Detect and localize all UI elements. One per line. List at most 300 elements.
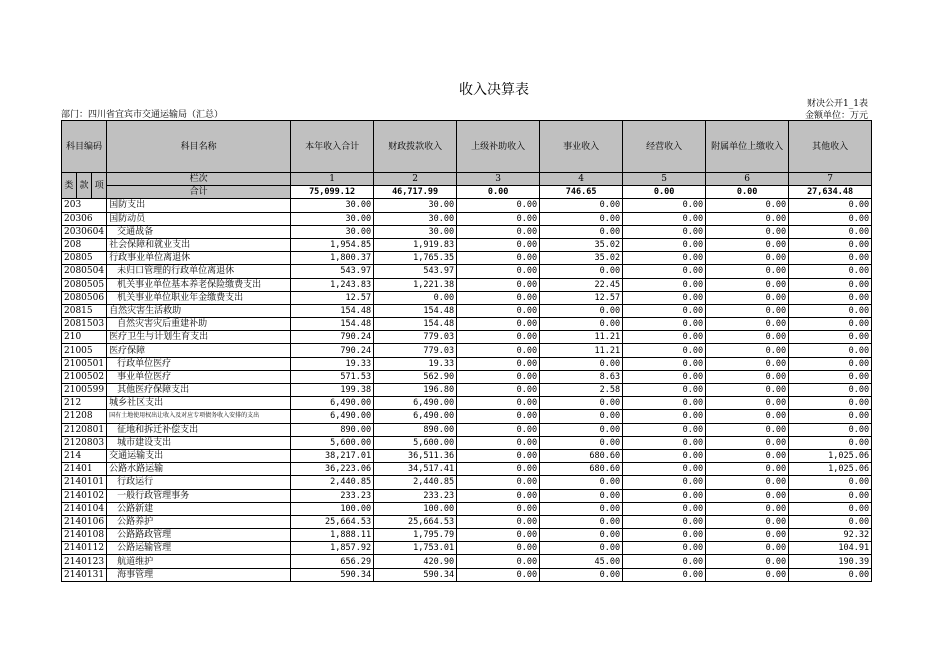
amount-cell: 35.02 [540,252,623,265]
amount-cell: 0.00 [457,489,540,502]
table-row [62,555,872,568]
amount-cell: 1,243.83 [291,278,374,291]
amount-cell: 25,664.53 [291,515,374,528]
amount-cell: 30.00 [374,212,457,225]
amount-cell: 0.00 [789,265,872,278]
col-num: 2 [374,173,457,186]
amount-cell: 0.00 [789,423,872,436]
table-row [62,489,872,502]
amount-cell: 0.00 [623,397,706,410]
header-col2: 财政拨款收入 [374,121,457,173]
amount-cell: 0.00 [789,238,872,251]
amount-cell: 34,517.41 [374,463,457,476]
amount-cell: 0.00 [457,304,540,317]
amount-cell: 196.80 [374,384,457,397]
amount-cell: 1,025.06 [789,449,872,462]
amount-cell: 0.00 [623,252,706,265]
amount-cell: 0.00 [706,265,789,278]
amount-cell: 0.00 [623,304,706,317]
amount-cell: 0.00 [623,318,706,331]
amount-cell: 0.00 [457,449,540,462]
table-row [62,238,872,251]
amount-cell: 0.00 [706,278,789,291]
subject-code: 2140101 [62,476,107,489]
subject-code: 2140131 [62,568,107,581]
amount-cell: 0.00 [457,318,540,331]
amount-cell: 45.00 [540,555,623,568]
amount-cell: 0.00 [789,199,872,212]
amount-cell: 0.00 [457,397,540,410]
subject-name: 自然灾害生活救助 [107,304,291,317]
amount-cell: 0.00 [706,529,789,542]
subject-code: 2140102 [62,489,107,502]
amount-cell: 680.60 [540,463,623,476]
subject-name: 其他医疗保障支出 [107,384,291,397]
amount-cell: 0.00 [457,384,540,397]
amount-cell: 0.00 [457,278,540,291]
amount-cell: 1,800.37 [291,252,374,265]
subject-code: 2140104 [62,502,107,515]
amount-cell: 0.00 [706,199,789,212]
amount-cell: 0.00 [789,318,872,331]
amount-cell: 154.48 [374,318,457,331]
table-row [62,463,872,476]
table-row [62,542,872,555]
header-lei: 类 [62,173,77,199]
table-row [62,225,872,238]
table-row [62,502,872,515]
subject-code: 21005 [62,344,107,357]
subject-name: 城市建设支出 [107,436,291,449]
col-num: 1 [291,173,374,186]
header-kuan: 款 [76,173,92,199]
amount-cell: 0.00 [623,463,706,476]
amount-cell: 0.00 [706,555,789,568]
header-col3: 上级补助收入 [457,121,540,173]
amount-cell: 0.00 [540,410,623,423]
amount-cell: 0.00 [789,568,872,581]
table-row [62,252,872,265]
amount-cell: 154.48 [374,304,457,317]
department-label: 部门：四川省宜宾市交通运输局（汇总） [61,110,224,120]
amount-cell: 0.00 [457,357,540,370]
total-value: 0.00 [457,186,540,199]
amount-cell: 0.00 [623,410,706,423]
amount-cell: 30.00 [374,225,457,238]
table-row [62,331,872,344]
total-value: 46,717.99 [374,186,457,199]
total-value: 0.00 [706,186,789,199]
amount-cell: 0.00 [540,542,623,555]
total-value: 746.65 [540,186,623,199]
amount-cell: 11.21 [540,344,623,357]
table-row [62,568,872,581]
subject-name: 交通运输支出 [107,449,291,462]
subject-name: 事业单位医疗 [107,370,291,383]
subject-code: 2030604 [62,225,107,238]
table-row [62,384,872,397]
subject-name: 航道维护 [107,555,291,568]
amount-cell: 1,954.85 [291,238,374,251]
amount-cell: 0.00 [623,568,706,581]
amount-cell: 2,440.85 [374,476,457,489]
amount-cell: 562.90 [374,370,457,383]
subject-name: 城乡社区支出 [107,397,291,410]
amount-cell: 0.00 [706,515,789,528]
subject-name: 国防动员 [107,212,291,225]
amount-cell: 543.97 [374,265,457,278]
amount-cell: 0.00 [540,212,623,225]
amount-cell: 790.24 [291,331,374,344]
amount-cell: 1,025.06 [789,463,872,476]
amount-cell: 0.00 [706,304,789,317]
amount-cell: 0.00 [706,252,789,265]
amount-cell: 30.00 [291,225,374,238]
subject-code: 2120801 [62,423,107,436]
amount-cell: 1,857.92 [291,542,374,555]
amount-cell: 0.00 [457,370,540,383]
amount-cell: 0.00 [706,318,789,331]
header-code: 科目编码 [62,121,107,173]
subject-code: 21208 [62,410,107,423]
subject-name: 公路养护 [107,515,291,528]
amount-cell: 30.00 [374,199,457,212]
amount-cell: 0.00 [623,529,706,542]
subject-code: 21401 [62,463,107,476]
amount-cell: 0.00 [457,199,540,212]
header-col5: 经营收入 [623,121,706,173]
amount-cell: 890.00 [291,423,374,436]
amount-cell: 0.00 [706,370,789,383]
amount-cell: 1,765.35 [374,252,457,265]
amount-cell: 0.00 [623,265,706,278]
amount-cell: 0.00 [706,357,789,370]
amount-cell: 0.00 [457,212,540,225]
header-col7: 其他收入 [789,121,872,173]
subject-name: 海事管理 [107,568,291,581]
amount-cell: 0.00 [789,304,872,317]
amount-cell: 38,217.01 [291,449,374,462]
table-row [62,370,872,383]
amount-cell: 0.00 [457,555,540,568]
header-lanci: 栏次 [107,173,291,186]
subject-code: 20805 [62,252,107,265]
amount-cell: 0.00 [789,410,872,423]
subject-code: 214 [62,449,107,462]
total-value: 0.00 [623,186,706,199]
amount-cell: 0.00 [457,423,540,436]
amount-cell: 590.34 [374,568,457,581]
amount-cell: 0.00 [540,489,623,502]
amount-cell: 233.23 [291,489,374,502]
amount-cell: 100.00 [291,502,374,515]
amount-cell: 190.39 [789,555,872,568]
amount-cell: 0.00 [623,502,706,515]
subject-code: 20815 [62,304,107,317]
amount-cell: 0.00 [374,291,457,304]
amount-cell: 0.00 [540,436,623,449]
amount-cell: 0.00 [457,463,540,476]
subject-name: 医疗卫生与计划生育支出 [107,331,291,344]
table-row [62,304,872,317]
table-row [62,199,872,212]
table-row [62,212,872,225]
amount-cell: 0.00 [789,384,872,397]
subject-code: 2100599 [62,384,107,397]
amount-cell: 0.00 [706,463,789,476]
header-col4: 事业收入 [540,121,623,173]
amount-cell: 779.03 [374,331,457,344]
subject-name: 征地和拆迁补偿支出 [107,423,291,436]
amount-cell: 0.00 [706,423,789,436]
amount-cell: 0.00 [457,436,540,449]
amount-cell: 0.00 [706,225,789,238]
amount-cell: 0.00 [457,568,540,581]
amount-cell: 0.00 [540,529,623,542]
subject-name: 交通战备 [107,225,291,238]
header-col1: 本年收入合计 [291,121,374,173]
amount-cell: 0.00 [457,252,540,265]
amount-cell: 790.24 [291,344,374,357]
amount-cell: 0.00 [789,252,872,265]
amount-cell: 154.48 [291,318,374,331]
subject-code: 212 [62,397,107,410]
amount-cell: 30.00 [291,212,374,225]
amount-cell: 0.00 [540,318,623,331]
report-title: 收入决算表 [459,82,529,98]
amount-cell: 1,888.11 [291,529,374,542]
amount-cell: 0.00 [623,278,706,291]
amount-cell: 8.63 [540,370,623,383]
subject-code: 2100501 [62,357,107,370]
amount-cell: 0.00 [706,384,789,397]
table-row [62,291,872,304]
amount-cell: 0.00 [706,436,789,449]
amount-cell: 0.00 [789,331,872,344]
amount-cell: 6,490.00 [291,397,374,410]
subject-name: 机关事业单位职业年金缴费支出 [107,291,291,304]
amount-cell: 0.00 [457,542,540,555]
amount-cell: 0.00 [623,357,706,370]
amount-cell: 0.00 [457,476,540,489]
amount-cell: 1,919.83 [374,238,457,251]
amount-cell: 0.00 [706,291,789,304]
subject-code: 208 [62,238,107,251]
amount-cell: 0.00 [540,502,623,515]
subject-name: 行政事业单位离退休 [107,252,291,265]
amount-cell: 0.00 [540,357,623,370]
amount-cell: 0.00 [706,449,789,462]
table-row [62,436,872,449]
amount-cell: 0.00 [623,199,706,212]
subject-code: 2080504 [62,265,107,278]
subject-code: 2081503 [62,318,107,331]
subject-name: 机关事业单位基本养老保险缴费支出 [107,278,291,291]
subject-name: 行政单位医疗 [107,357,291,370]
amount-cell: 0.00 [540,265,623,278]
amount-cell: 420.90 [374,555,457,568]
amount-cell: 0.00 [789,291,872,304]
amount-cell: 0.00 [623,555,706,568]
table-row [62,278,872,291]
amount-cell: 0.00 [623,384,706,397]
amount-cell: 0.00 [623,212,706,225]
amount-cell: 0.00 [457,344,540,357]
amount-cell: 0.00 [706,344,789,357]
amount-cell: 0.00 [457,238,540,251]
total-value: 75,099.12 [291,186,374,199]
amount-cell: 0.00 [623,238,706,251]
income-table [61,120,872,582]
subject-code: 203 [62,199,107,212]
amount-cell: 0.00 [623,225,706,238]
amount-cell: 0.00 [623,449,706,462]
subject-code: 2080506 [62,291,107,304]
subject-name: 国有土地使用权出让收入及对应专项债务收入安排的支出 [107,410,291,423]
amount-cell: 680.60 [540,449,623,462]
amount-cell: 0.00 [540,568,623,581]
amount-cell: 104.91 [789,542,872,555]
table-row [62,357,872,370]
amount-cell: 0.00 [789,436,872,449]
col-num: 7 [789,173,872,186]
header-xiang: 项 [92,173,107,199]
amount-cell: 0.00 [706,502,789,515]
amount-cell: 19.33 [374,357,457,370]
col-num: 6 [706,173,789,186]
header-col6: 附属单位上缴收入 [706,121,789,173]
subject-code: 2140123 [62,555,107,568]
col-num: 3 [457,173,540,186]
amount-cell: 0.00 [623,489,706,502]
subject-name: 社会保障和就业支出 [107,238,291,251]
amount-cell: 25,664.53 [374,515,457,528]
amount-cell: 0.00 [789,397,872,410]
total-value: 27,634.48 [789,186,872,199]
amount-cell: 0.00 [623,423,706,436]
amount-cell: 1,221.38 [374,278,457,291]
amount-cell: 6,490.00 [374,410,457,423]
amount-cell: 0.00 [789,489,872,502]
amount-cell: 0.00 [623,515,706,528]
subject-name: 公路路政管理 [107,529,291,542]
amount-cell: 0.00 [789,502,872,515]
amount-cell: 0.00 [789,225,872,238]
subject-code: 2140106 [62,515,107,528]
table-row [62,318,872,331]
amount-cell: 154.48 [291,304,374,317]
amount-cell: 12.57 [540,291,623,304]
amount-cell: 0.00 [789,476,872,489]
form-number: 财决公开1_1表 [807,99,868,109]
table-row [62,265,872,278]
col-num: 5 [623,173,706,186]
amount-cell: 0.00 [789,370,872,383]
amount-cell: 0.00 [706,542,789,555]
table-row [62,449,872,462]
amount-cell: 22.45 [540,278,623,291]
amount-cell: 19.33 [291,357,374,370]
amount-cell: 0.00 [540,515,623,528]
amount-cell: 0.00 [623,436,706,449]
amount-cell: 0.00 [706,212,789,225]
amount-cell: 0.00 [457,502,540,515]
amount-cell: 779.03 [374,344,457,357]
table-row [62,515,872,528]
subject-name: 公路新建 [107,502,291,515]
amount-cell: 543.97 [291,265,374,278]
amount-cell: 1,753.01 [374,542,457,555]
amount-cell: 0.00 [789,515,872,528]
header-name: 科目名称 [107,121,291,173]
table-row [62,344,872,357]
amount-cell: 6,490.00 [374,397,457,410]
amount-cell: 5,600.00 [291,436,374,449]
amount-cell: 0.00 [540,476,623,489]
amount-cell: 0.00 [540,199,623,212]
subject-code: 2140108 [62,529,107,542]
subject-name: 医疗保障 [107,344,291,357]
amount-cell: 0.00 [540,304,623,317]
amount-cell: 0.00 [706,331,789,344]
amount-cell: 0.00 [457,410,540,423]
amount-cell: 6,490.00 [291,410,374,423]
subject-name: 未归口管理的行政单位离退休 [107,265,291,278]
amount-cell: 0.00 [540,397,623,410]
amount-cell: 12.57 [291,291,374,304]
amount-cell: 2,440.85 [291,476,374,489]
amount-cell: 92.32 [789,529,872,542]
subject-code: 2080505 [62,278,107,291]
subject-code: 20306 [62,212,107,225]
amount-cell: 0.00 [789,278,872,291]
amount-cell: 0.00 [789,212,872,225]
subject-name: 自然灾害灾后重建补助 [107,318,291,331]
subject-code: 210 [62,331,107,344]
amount-cell: 1,795.79 [374,529,457,542]
amount-cell: 0.00 [623,331,706,344]
table-row [62,397,872,410]
amount-cell: 35.02 [540,238,623,251]
amount-cell: 656.29 [291,555,374,568]
amount-cell: 5,600.00 [374,436,457,449]
amount-cell: 2.58 [540,384,623,397]
amount-cell: 0.00 [706,476,789,489]
amount-cell: 36,511.36 [374,449,457,462]
amount-cell: 11.21 [540,331,623,344]
amount-cell: 0.00 [623,291,706,304]
amount-cell: 0.00 [457,515,540,528]
amount-cell: 0.00 [706,397,789,410]
subject-name: 国防支出 [107,199,291,212]
table-row [62,423,872,436]
unit-label: 金额单位：万元 [804,111,868,121]
amount-cell: 36,223.06 [291,463,374,476]
amount-cell: 0.00 [457,291,540,304]
amount-cell: 0.00 [457,331,540,344]
table-row [62,529,872,542]
amount-cell: 0.00 [457,225,540,238]
amount-cell: 0.00 [623,476,706,489]
amount-cell: 0.00 [623,344,706,357]
amount-cell: 0.00 [623,370,706,383]
subject-name: 行政运行 [107,476,291,489]
amount-cell: 233.23 [374,489,457,502]
amount-cell: 0.00 [457,265,540,278]
amount-cell: 890.00 [374,423,457,436]
amount-cell: 0.00 [706,410,789,423]
amount-cell: 0.00 [706,489,789,502]
